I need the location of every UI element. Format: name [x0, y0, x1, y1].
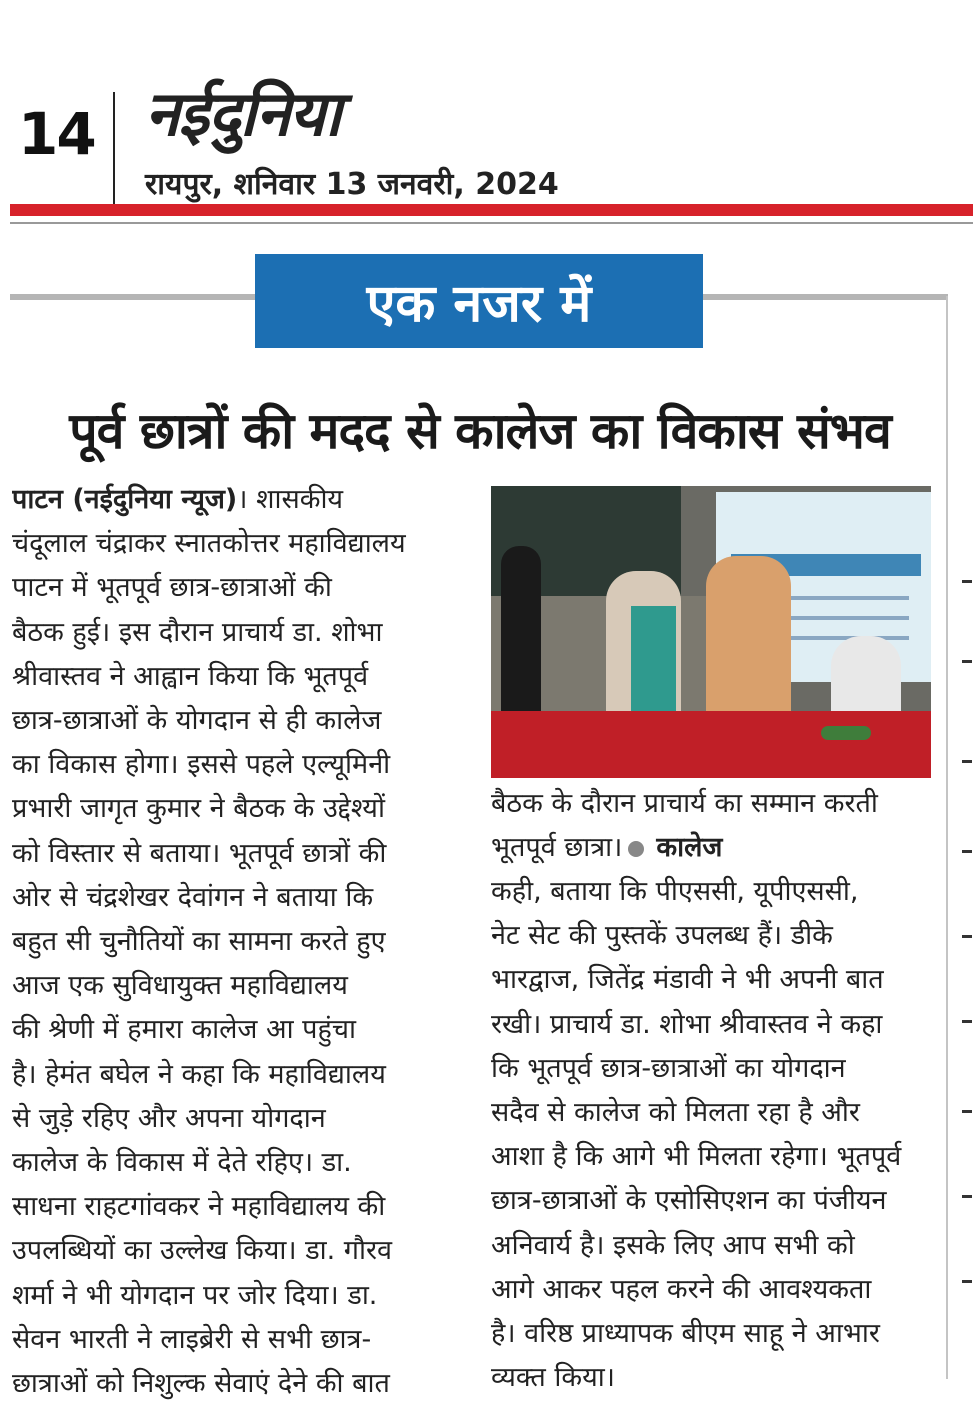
- article-text-line: ओर से चंद्रशेखर देवांगन ने बताया कि: [12, 881, 374, 913]
- photo-caption: [491, 782, 936, 870]
- article-text-line: बहुत सी चुनौतियों का सामना करते हुए: [12, 926, 386, 958]
- article-text-line: छात्राओं को निशुल्क सेवाएं देने की बात: [12, 1368, 390, 1400]
- caption-line: बैठक के दौरान प्राचार्य का सम्मान करती: [491, 788, 878, 819]
- adjacent-mark: [962, 1280, 972, 1283]
- article-text-line: अनिवार्य है। इसके लिए आप सभी को: [491, 1229, 855, 1261]
- photo-credit: कालेज: [656, 832, 723, 864]
- article-lead-line: [12, 478, 474, 522]
- article-text-line: को विस्तार से बताया। भूतपूर्व छात्रों की: [12, 837, 387, 869]
- photo-person: [831, 636, 901, 721]
- adjacent-mark: [962, 660, 972, 663]
- article-text-line: कि भूतपूर्व छात्र-छात्राओं का योगदान: [491, 1052, 846, 1084]
- article-right-column: [491, 870, 936, 1400]
- article-photo: [491, 486, 931, 778]
- adjacent-mark: [962, 1195, 972, 1198]
- photo-table: [491, 711, 931, 778]
- article-text-line: है। वरिष्ठ प्राध्यापक बीएम साहू ने आभार: [491, 1318, 880, 1350]
- article-text-line: है। हेमंत बघेल ने कहा कि महाविद्यालय: [12, 1058, 386, 1090]
- photo-flowers: [821, 726, 871, 740]
- article-text-line: रखी। प्राचार्य डा. शोभा श्रीवास्तव ने कहा: [491, 1008, 883, 1040]
- article-text-line: व्यक्त किया।: [491, 1362, 615, 1394]
- adjacent-mark: [962, 580, 972, 583]
- article-text-line: पाटन में भूतपूर्व छात्र-छात्राओं की: [12, 572, 332, 604]
- article-text-line: प्रभारी जागृत कुमार ने बैठक के उद्देश्यों: [12, 793, 385, 825]
- article-text-line: साधना राहटगांवकर ने महाविद्यालय की: [12, 1191, 386, 1223]
- adjacent-mark: [962, 1110, 972, 1113]
- page-number: 14: [18, 100, 95, 168]
- masthead-divider: [113, 92, 115, 204]
- article-text-line: सेवन भारती ने लाइब्रेरी से सभी छात्र-: [12, 1323, 372, 1355]
- article-text-line: भारद्वाज, जितेंद्र मंडावी ने भी अपनी बात: [491, 964, 884, 996]
- photo-person-shawl: [631, 606, 676, 716]
- article-text-line: श्रीवास्तव ने आह्वान किया कि भूतपूर्व: [12, 660, 369, 692]
- photo-person: [501, 546, 541, 716]
- article-text-line: की श्रेणी में हमारा कालेज आ पहुंचा: [12, 1014, 356, 1046]
- article-text-line: नेट सेट की पुस्तकें उपलब्ध हैं। डीके: [491, 920, 833, 952]
- masthead-logo: नईदुनिया: [145, 77, 341, 150]
- article-text-line: से जुड़े रहिए और अपना योगदान: [12, 1102, 326, 1134]
- section-title: एक नजर में: [366, 273, 592, 334]
- article-text-line: छात्र-छात्राओं के योगदान से ही कालेज: [12, 705, 382, 737]
- article-left-column: [12, 478, 474, 1406]
- article-text-line: कालेज के विकास में देते रहिए। डा.: [12, 1147, 352, 1179]
- article-text-line: बैठक हुई। इस दौरान प्राचार्य डा. शोभा: [12, 616, 383, 648]
- article-text-line: का विकास होगा। इससे पहले एल्यूमिनी: [12, 749, 391, 781]
- section-title-box: [255, 254, 703, 348]
- adjacent-mark: [962, 760, 972, 763]
- article-text-line: आगे आकर पहल करने की आवश्यकता: [491, 1273, 872, 1305]
- article-text-line: छात्र-छात्राओं के एसोसिएशन का पंजीयन: [491, 1185, 887, 1217]
- bullet-icon: [628, 841, 644, 857]
- article-text-line: सदैव से कालेज को मिलता रहा है और: [491, 1097, 860, 1129]
- article-text-line: शर्मा ने भी योगदान पर जोर दिया। डा.: [12, 1279, 378, 1311]
- caption-line: भूतपूर्व छात्रा।: [491, 832, 623, 864]
- adjacent-mark: [962, 935, 972, 938]
- adjacent-mark: [962, 850, 972, 853]
- article-text-line: आशा है कि आगे भी मिलता रहेगा। भूतपूर्व: [491, 1141, 902, 1173]
- photo-person: [706, 556, 791, 721]
- caption-line-with-credit: [491, 826, 936, 870]
- article-lead-text: । शासकीय: [237, 484, 344, 515]
- right-column-border: [946, 296, 948, 1379]
- masthead-red-rule: [10, 204, 973, 216]
- article-dateline: पाटन (नईदुनिया न्यूज): [12, 484, 238, 515]
- article-text-line: चंदूलाल चंद्राकर स्नातकोत्तर महाविद्यालय: [12, 528, 406, 560]
- article-text-line: कही, बताया कि पीएससी, यूपीएससी,: [491, 876, 859, 907]
- adjacent-mark: [962, 1020, 972, 1023]
- article-text-line: उपलब्धियों का उल्लेख किया। डा. गौरव: [12, 1235, 393, 1267]
- masthead-thin-rule: [10, 222, 973, 224]
- article-text-line: आज एक सुविधायुक्त महाविद्यालय: [12, 970, 348, 1002]
- masthead-dateline: रायपुर, शनिवार 13 जनवरी, 2024: [145, 167, 559, 202]
- article-headline: पूर्व छात्रों की मदद से कालेज का विकास संभव: [69, 402, 891, 460]
